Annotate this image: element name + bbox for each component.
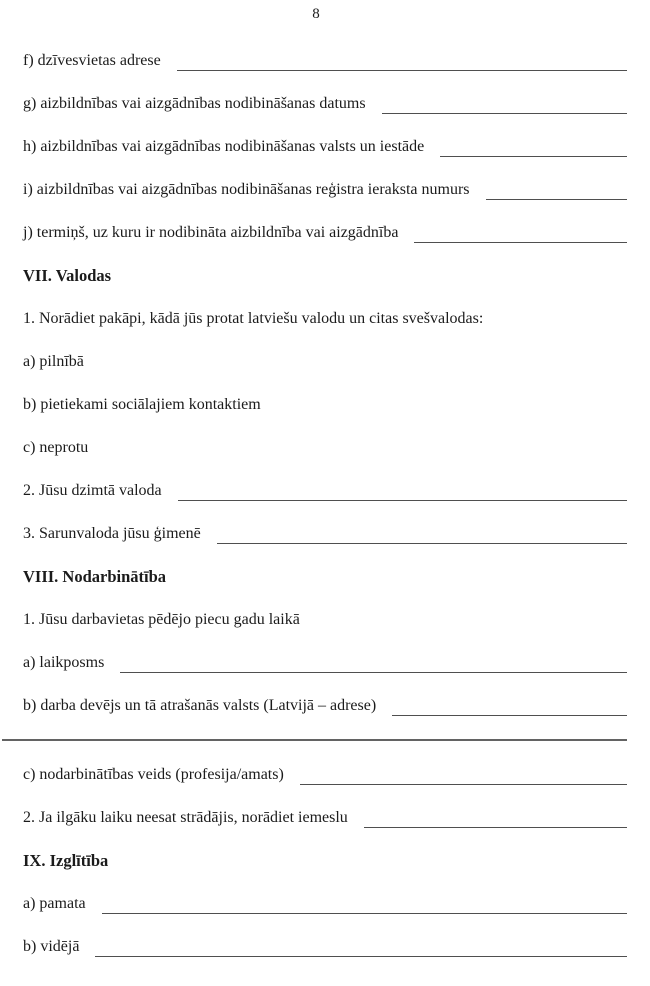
- form-row: [23, 610, 627, 630]
- form-row: [23, 137, 627, 157]
- continuation-line: [2, 739, 627, 743]
- fill-in-blank: [95, 937, 627, 957]
- field-label: a) pilnībā: [23, 353, 84, 370]
- form-row: [23, 937, 627, 957]
- form-row: [23, 395, 627, 415]
- field-label: g) aizbildnības vai aizgādnības nodibināšanas datums: [23, 95, 366, 112]
- field-label: h) aizbildnības vai aizgādnības nodibināšanas valsts un iestāde: [23, 138, 425, 155]
- fill-in-blank: [177, 51, 627, 71]
- fill-in-blank: [486, 180, 627, 200]
- form-row: [23, 524, 627, 544]
- form-row: [23, 696, 627, 716]
- form-row: [23, 309, 627, 329]
- section-heading-row: [23, 266, 627, 286]
- fill-in-blank: [382, 94, 627, 114]
- field-label: b) darba devējs un tā atrašanās valsts (Latvijā – adrese): [23, 697, 377, 714]
- field-label: c) nodarbinātības veids (profesija/amats): [23, 766, 284, 783]
- form-row: [23, 51, 627, 71]
- form-row: [23, 223, 627, 243]
- field-label: c) neprotu: [23, 439, 89, 456]
- field-label: a) pamata: [23, 895, 86, 912]
- field-label: 3. Sarunvaloda jūsu ģimenē: [23, 525, 201, 542]
- continuation-line-row: [23, 739, 627, 743]
- fill-in-blank: [178, 481, 627, 501]
- fill-in-blank: [217, 524, 627, 544]
- form-row: [23, 352, 627, 372]
- fill-in-blank: [300, 765, 627, 785]
- field-label: j) termiņš, uz kuru ir nodibināta aizbildnība vai aizgādnība: [23, 224, 399, 241]
- fill-in-blank: [120, 653, 627, 673]
- form-page: [23, 51, 627, 980]
- form-row: [23, 808, 627, 828]
- form-row: [23, 438, 627, 458]
- section-heading: VIII. Nodarbinātība: [23, 567, 167, 586]
- fill-in-blank: [392, 696, 627, 716]
- section-heading-row: [23, 567, 627, 587]
- fill-in-blank: [102, 894, 627, 914]
- fill-in-blank: [414, 223, 627, 243]
- field-label: a) laikposms: [23, 654, 105, 671]
- form-row: [23, 180, 627, 200]
- fill-in-blank: [364, 808, 627, 828]
- form-row: [23, 481, 627, 501]
- section-heading: IX. Izglītība: [23, 851, 109, 870]
- field-label: b) pietiekami sociālajiem kontaktiem: [23, 396, 261, 413]
- page-number: 8: [312, 6, 320, 22]
- form-row: [23, 894, 627, 914]
- field-label: i) aizbildnības vai aizgādnības nodibināšanas reģistra ieraksta numurs: [23, 181, 470, 198]
- field-label: 1. Jūsu darbavietas pēdējo piecu gadu laikā: [23, 611, 300, 628]
- field-label: 1. Norādiet pakāpi, kādā jūs protat latviešu valodu un citas svešvalodas:: [23, 310, 484, 327]
- field-label: 2. Ja ilgāku laiku neesat strādājis, norādiet iemeslu: [23, 809, 348, 826]
- field-label: f) dzīvesvietas adrese: [23, 52, 161, 69]
- field-label: 2. Jūsu dzimtā valoda: [23, 482, 162, 499]
- section-heading: VII. Valodas: [23, 266, 112, 285]
- form-row: [23, 765, 627, 785]
- form-row: [23, 653, 627, 673]
- section-heading-row: [23, 851, 627, 871]
- field-label: b) vidējā: [23, 938, 80, 955]
- form-row: [23, 94, 627, 114]
- fill-in-blank: [440, 137, 627, 157]
